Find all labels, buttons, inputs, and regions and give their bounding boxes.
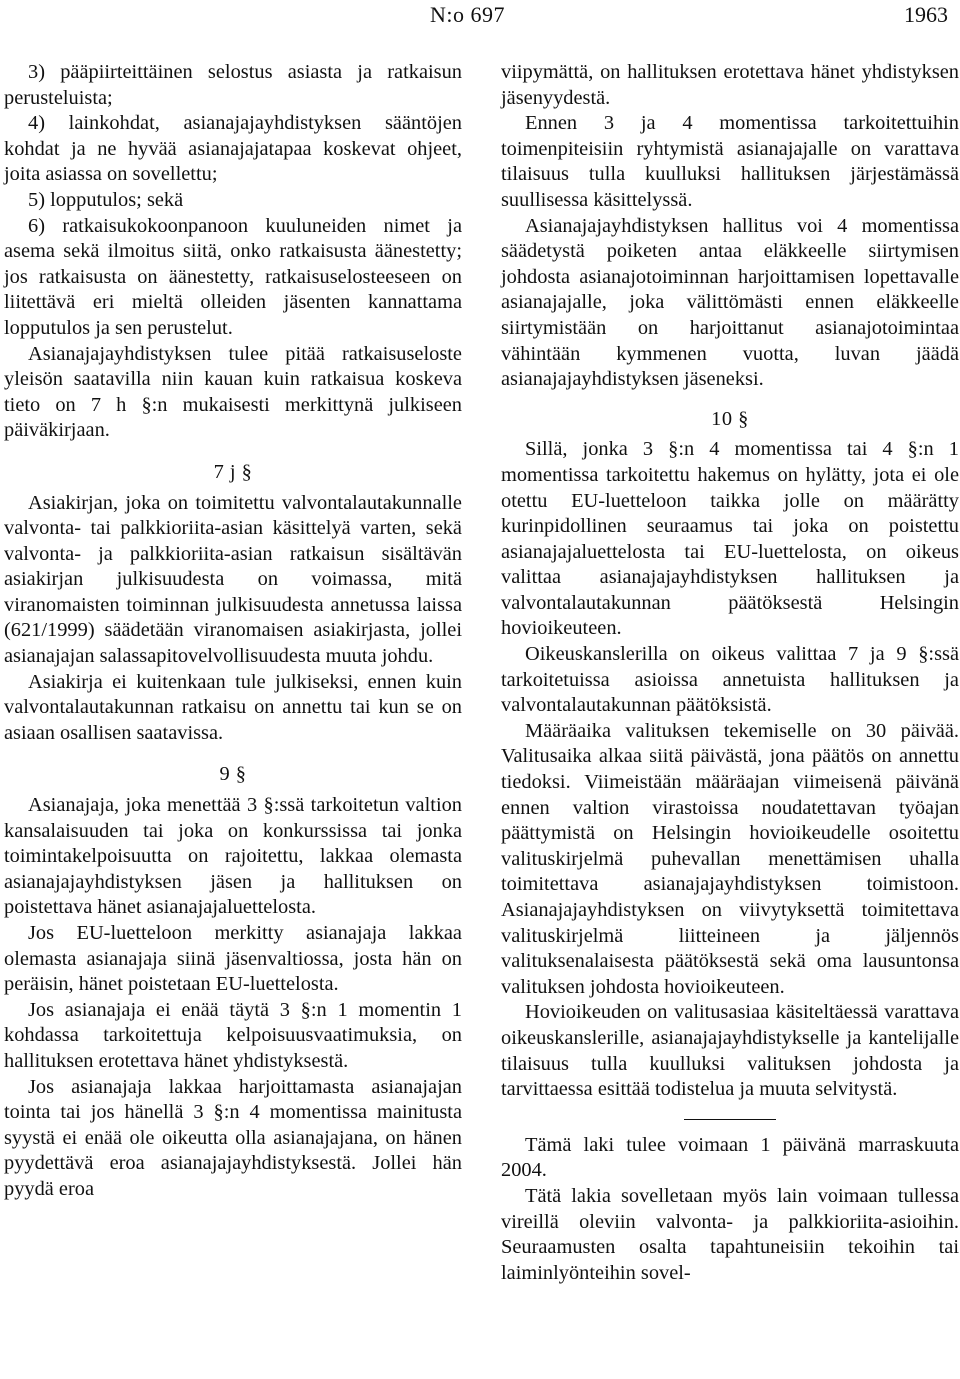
paragraph-entry-into-force: Tämä laki tulee voimaan 1 päivänä marraskuuta 2004. — [501, 1133, 959, 1182]
divider-rule — [684, 1119, 776, 1120]
paragraph-publicity: Asianajajayhdistyksen tulee pitää ratkaisuseloste yleisön saatavilla niin kauan kuin ratkaisua koskeva tieto on 7 h §:n mukaisesti merkittynä julkiseen päiväkirjaan. — [4, 342, 462, 442]
paragraph-10-4: Hovioikeuden on valitusasiaa käsiteltäessä varattava oikeuskanslerille, asianajajayhdistykselle ja kantelijalle tilaisuus tulla kuulluksi valituksen johdosta ja tarvittaessa esittää todistelua ja muuta selvitystä. — [501, 1001, 959, 1101]
list-item-6: 6) ratkaisukokoonpanoon kuuluneiden nimet ja asema sekä ilmoitus siitä, onko ratkaisusta äänestetty; jos ratkaisusta on äänestetty, ratkaisuselosteeseen on liitettävä eri mieltä olleiden jäsenten kannattama lopputulos ja sen perustelut. — [4, 214, 462, 339]
paragraph-9-1: Asianajaja, joka menettää 3 §:ssä tarkoitetun valtion kansalaisuuden tai joka on konkurssissa tai jonka toimintakelpoisuutta on rajoitettu, lakkaa olemasta asianajajayhdistyksen jäsen ja hallituksen on poistettava hänet asianajajaluettelosta. — [4, 794, 462, 919]
paragraph-9-2: Jos EU-luetteloon merkitty asianajaja lakkaa olemasta asianajaja siinä jäsenvaltiossa, josta hän on peräisin, hänet poistetaan EU-luettelosta. — [4, 922, 462, 996]
paragraph-9-4: Jos asianajaja lakkaa harjoittamasta asianajajan tointa tai jos hänellä 3 §:n 4 momentissa mainitusta syystä ei enää ole oikeutta olla asianajajana, on hänen pyydettävä eroa asianajajayhdistyksestä. Jollei hän pyydä eroa — [4, 1075, 462, 1200]
paragraph-continuation: viipymättä, on hallituksen erotettava hänet yhdistyksen jäsenyydestä. — [501, 61, 959, 109]
paragraph-10-2: Oikeuskanslerilla on oikeus valittaa 7 ja 9 §:ssä tarkoitetuissa asioissa annetuista hallituksen ja valvontalautakunnan päätöksistä. — [501, 643, 959, 717]
paragraph-7j-1: Asiakirjan, joka on toimitettu valvontalautakunnalle valvonta- tai palkkioriita-asian käsittelyä varten, sekä valvonta- ja palkkioriita-asian ratkaisun sisältävän asiakirjan julkisuudesta on voimassa, mitä viranomaisten toiminnan julkisuudesta annetussa laissa (621/1999) säädetään viranomaisen asiakirjasta, jollei asianajajan salassapitovelvollisuudesta muuta johdu. — [4, 491, 462, 668]
section-9 — [4, 746, 462, 1202]
paragraph-10-1: Sillä, jonka 3 §:n 4 momentissa tai 4 §:n 1 momentissa tarkoitettu hakemus on hylätty, jota ei ole otettu EU-luetteloon taikka jolle on määrätty kurinpidollinen seuraamus tai joka on poistettu asianajajaluettelosta tai EU-luettelosta, on oikeus valittaa asianajajayhdistyksen hallituksen ja valvontalautakunnan päätöksestä Helsingin hovioikeuteen. — [501, 438, 959, 640]
statute-number: N:o 697 — [430, 2, 505, 27]
list-item-3: 3) pääpiirteittäinen selostus asiasta ja ratkaisun perusteluista; — [4, 61, 462, 109]
paragraph-9-3: Jos asianajaja ei enää täytä 3 §:n 1 momentin 1 kohdassa tarkoitettuja kelpoisuusvaatimuksia, on hallituksen erotettava hänet yhdistyksestä. — [4, 998, 462, 1072]
left-column — [4, 60, 462, 1203]
section-heading-9: 9 § — [219, 763, 247, 786]
paragraph-10-3: Määräaika valituksen tekemiselle on 30 päivää. Valitusaika alkaa siitä päivästä, jona päätös on annettu tiedoksi. Viimeistään määräajan viimeisenä päivänä ennen valtion virastoissa noudatettavan työajan päättymistä on Helsingin hovioikeudelle osoitettu valituskirjelmä puhevallan menettämisen uhalla toimitettava asianajajayhdistyksen toimistoon. Asianajajayhdistyksen on viivytyksettä toimitettava valituskirjelmä liitteineen ja jäljennös valituksenalaisesta päätöksestä sekä oma lausuntonsa valituksen johdosta hovioikeuteen. — [501, 719, 959, 998]
right-column — [501, 60, 959, 1286]
page-number: 1963 — [904, 2, 948, 27]
page-header — [0, 0, 960, 30]
list-item-4: 4) lainkohdat, asianajajayhdistyksen sääntöjen kohdat ja ne hyvää asianajajatapaa koskevat ohjeet, joita asiassa on sovellettu; — [4, 112, 462, 186]
section-10 — [501, 393, 959, 1103]
list-item-5: 5) lopputulos; sekä — [28, 188, 184, 211]
section-heading-10: 10 § — [711, 407, 749, 430]
section-7j — [4, 444, 462, 747]
paragraph-7j-2: Asiakirja ei kuitenkaan tule julkiseksi, ennen kuin valvontalautakunnan ratkaisu on annettu tai kun se on asiaan osallisen saatavissa. — [4, 670, 462, 744]
section-heading-7j: 7 j § — [213, 460, 253, 483]
paragraph-retirement: Asianajajayhdistyksen hallitus voi 4 momentissa säädetystä poiketen antaa eläkkeelle siirtymisen johdosta asianajotoiminnan harjoittamisen lopettavalle asianajajalle, joka välittömästi ennen eläkkeelle siirtymistään on harjoittanut asianajotoimintaa vähintään kymmenen vuotta, luvan jäädä asianajajayhdistyksen jäseneksi. — [501, 214, 959, 391]
paragraph-transitional: Tätä lakia sovelletaan myös lain voimaan tullessa vireillä oleviin valvonta- ja palkkioriita-asioihin. Seuraamusten osalta tapahtuneisiin tekoihin tai laiminlyönteihin sovel- — [501, 1184, 959, 1284]
paragraph-hearing: Ennen 3 ja 4 momentissa tarkoitettuihin toimenpiteisiin ryhtymistä asianajajalle on varattava tilaisuus tulla kuulluksi hallituksen järjestämässä suullisessa käsittelyssä. — [501, 112, 959, 211]
